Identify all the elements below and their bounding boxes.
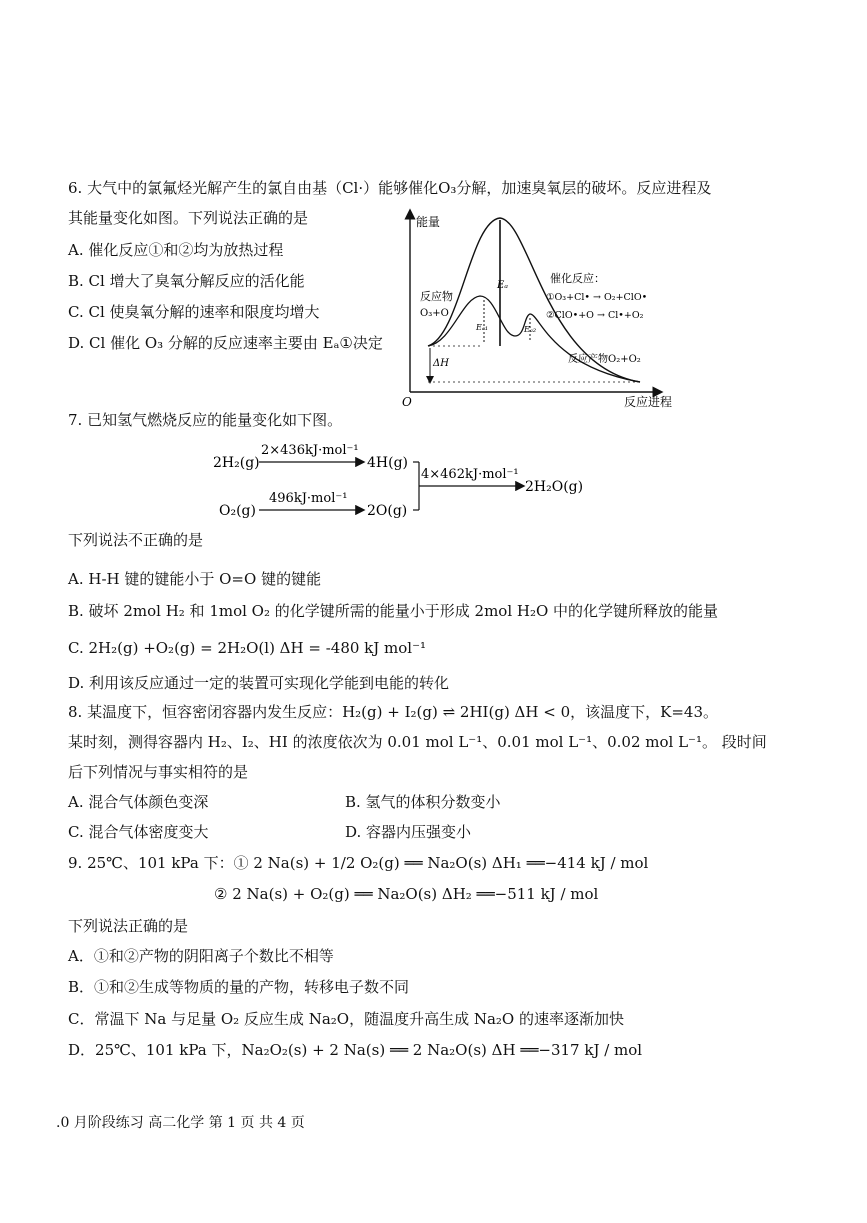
diagram-reactant-label: 反应物 [420, 290, 453, 303]
scheme-o2: O₂(g) [219, 503, 256, 519]
diagram-ea-label: Eₐ [497, 280, 509, 291]
scheme-h2: 2H₂(g) [213, 455, 260, 471]
diagram-xlabel: 反应进程 [624, 395, 673, 409]
q9-option-c: C．常温下 Na 与足量 O₂ 反应生成 Na₂O，随温度升高生成 Na₂O 的速率逐渐加快 [68, 1010, 624, 1028]
scheme-o2-energy: 496kJ·mol⁻¹ [269, 491, 348, 506]
catalyzed-curve [428, 296, 640, 382]
q6-option-c: C. Cl 使臭氧分解的速率和限度均增大 [68, 303, 320, 321]
diagram-ea2-label: Eₐ₂ [524, 325, 537, 334]
q7-option-a: A. H-H 键的键能小于 O=O 键的键能 [68, 570, 322, 588]
q8-option-c: C. 混合气体密度变大 [68, 823, 209, 841]
q8-line3: 后下列情况与事实相符的是 [68, 763, 249, 781]
diagram-step1: ①O₃+Cl• → O₂+ClO• [546, 292, 648, 303]
diagram-catalysis-title: 催化反应： [550, 272, 605, 285]
q9-option-b: B．①和②生成等物质的量的产物，转移电子数不同 [68, 978, 410, 996]
q9-line2: ② 2 Na(s) + O₂(g) ══ Na₂O(s) ΔH₂ ══−511 kJ / mol [214, 885, 599, 903]
q7-option-c: C. 2H₂(g) +O₂(g) = 2H₂O(l) ΔH = -480 kJ mol⁻¹ [68, 639, 427, 657]
scheme-h2-energy: 2×436kJ·mol⁻¹ [261, 443, 359, 458]
bond-energy-scheme [205, 436, 595, 524]
q6-option-a: A. 催化反应①和②均为放热过程 [68, 241, 284, 259]
diagram-dh-label: ΔH [433, 358, 449, 369]
energy-diagram [400, 206, 690, 412]
q6-option-d: D. Cl 催化 O₃ 分解的反应速率主要由 Eₐ①决定 [68, 334, 383, 352]
diagram-product-label: 反应产物O₂+O₂ [568, 354, 641, 365]
q6-stem-line2: 其能量变化如图。下列说法正确的是 [68, 209, 309, 227]
scheme-h-atoms: 4H(g) [367, 455, 409, 471]
q8-line2: 某时刻，测得容器内 H₂、I₂、HI 的浓度依次为 0.01 mol L⁻¹、0.01 mol L⁻¹、0.02 mol L⁻¹。 段时间 [68, 733, 767, 751]
diagram-step2: ②ClO•+O → Cl•+O₂ [546, 310, 644, 321]
q7-stem: 7. 已知氢气燃烧反应的能量变化如下图。 [68, 411, 343, 429]
q8-line1: 8. 某温度下，恒容密闭容器内发生反应：H₂(g) + I₂(g) ⇌ 2HI(g) ΔH < 0，该温度下，K=43。 [68, 703, 718, 721]
q9-question: 下列说法正确的是 [68, 917, 189, 935]
q9-option-a: A．①和②产物的阴阳离子个数比不相等 [68, 947, 334, 965]
q7-question: 下列说法不正确的是 [68, 531, 204, 549]
scheme-o-atoms: 2O(g) [367, 503, 408, 519]
q6-stem-line1: 6. 大气中的氯氟烃光解产生的氯自由基（Cl·）能够催化O₃分解，加速臭氧层的破坏。反应进程及 [68, 179, 712, 197]
scheme-form-energy: 4×462kJ·mol⁻¹ [421, 467, 519, 482]
q8-option-a: A. 混合气体颜色变深 [68, 793, 209, 811]
diagram-ylabel: 能量 [416, 215, 441, 229]
diagram-origin: O [402, 395, 412, 409]
q7-option-d: D. 利用该反应通过一定的装置可实现化学能到电能的转化 [68, 674, 450, 692]
page-footer: .0 月阶段练习 高二化学 第 1 页 共 4 页 [56, 1115, 305, 1131]
q9-option-d: D．25℃、101 kPa 下，Na₂O₂(s) + 2 Na(s) ══ 2 Na₂O(s) ΔH ══−317 kJ / mol [68, 1041, 643, 1059]
scheme-product: 2H₂O(g) [525, 479, 584, 495]
q9-line1: 9. 25℃、101 kPa 下：① 2 Na(s) + 1/2 O₂(g) ══ Na₂O(s) ΔH₁ ══−414 kJ / mol [68, 854, 649, 872]
q7-option-b: B. 破坏 2mol H₂ 和 1mol O₂ 的化学键所需的能量小于形成 2mol H₂O 中的化学键所释放的能量 [68, 602, 719, 620]
q8-option-d: D. 容器内压强变小 [345, 823, 472, 841]
diagram-ea1-label: Eₐ₁ [476, 323, 489, 332]
q8-option-b: B. 氢气的体积分数变小 [345, 793, 501, 811]
diagram-reactant-formula: O₃+O [420, 308, 449, 319]
q6-option-b: B. Cl 增大了臭氧分解反应的活化能 [68, 272, 305, 290]
